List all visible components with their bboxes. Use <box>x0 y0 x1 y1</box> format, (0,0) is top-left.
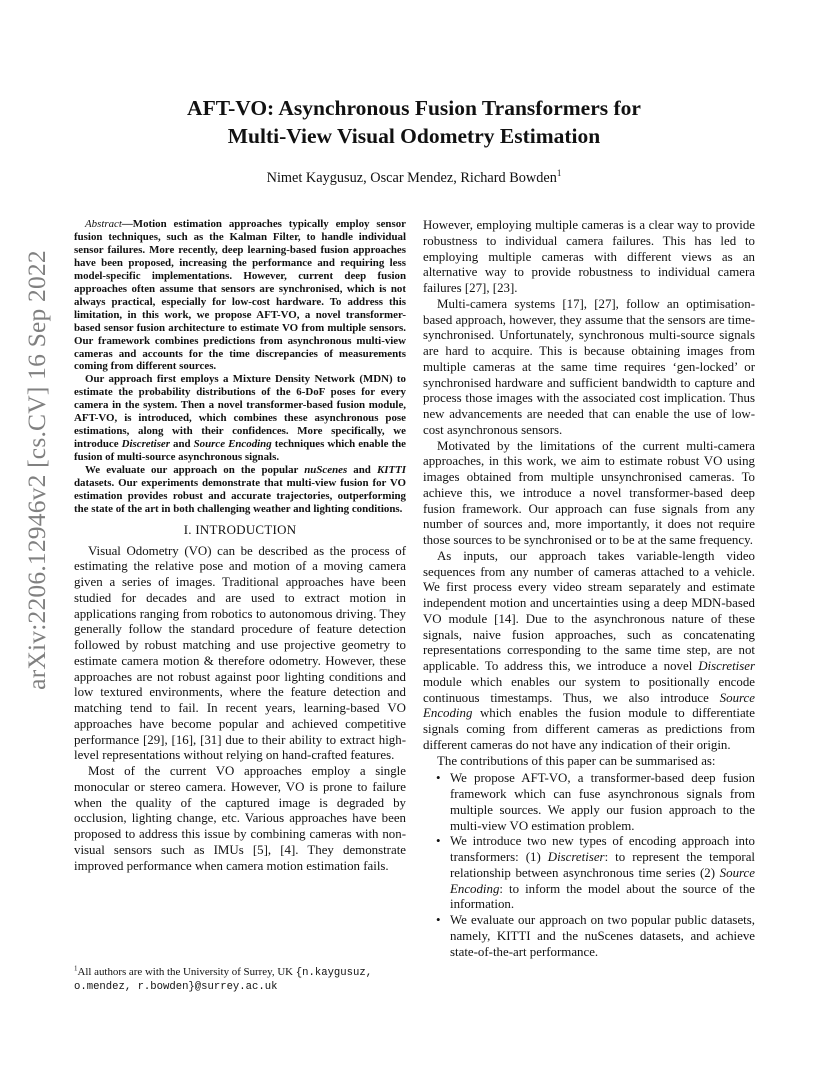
footnote <box>74 966 406 994</box>
abstract-text-1: Motion estimation approaches typically employ sensor fusion techniques, such as the Kalman Filter, to handle individual sensor failures. More recently, deep learning-based fusion approaches have been proposed, increasing the performance and requiring less model-specific implementations. However, current deep fusion approaches often assume that sensors are synchronised, which is not always practical, especially for low-cost hardware. To address this limitation, in this work, we propose AFT-VO, a novel transformer-based sensor fusion architecture to estimate VO from multiple sensors. Our framework combines predictions from asynchronous multi-view cameras and accounts for the time discrepancies of measurements coming from different sources. <box>74 218 406 373</box>
contribution-text-1: We propose AFT-VO, a transformer-based deep fusion framework which can fuse asynchronous signals from multiple sources. We apply our fusion approach to the multi-view VO estimation problem. <box>450 771 755 833</box>
abstract-text-2a: Our approach first employs a Mixture Density Network (MDN) to estimate the probability distributions of the 6-DoF poses for every camera in the system. Then a novel transformer-based fusion module, AFT-VO, is introduced, which combines these asynchronous pose estimations, along with their confidences. More specifically, we introduce <box>74 373 406 451</box>
right-paragraph-2: Multi-camera systems [17], [27], follow an optimisation-based approach, however, they assume that the sensors are time-synchronised. Unfortunately, synchronous multi-source signals are hard to acquire. This is because obtaining images from multiple cameras at the same time requires ‘gen-locked’ or synchronised hardware and sufficient bandwidth to capture and process those images with the associated cost implication. Thus new advancements are needed that can enable the use of low-cost asynchronous sensors. <box>423 296 756 437</box>
author-names: Nimet Kaygusuz, Oscar Mendez, Richard Bowden <box>266 170 557 186</box>
right-column <box>423 218 755 960</box>
abstract <box>74 218 406 516</box>
abstract-text-2b: and <box>170 438 194 451</box>
affiliation-mark: 1 <box>556 168 562 179</box>
right-em-discretiser: Discretiser <box>698 659 755 673</box>
right-text-4c: which enables the fusion module to differentiate signals coming from different cameras as predictions from different cameras do not have any indication of their origin. <box>423 706 755 752</box>
bullet-icon: • <box>436 771 441 786</box>
abstract-em-discretiser: Discretiser <box>121 438 171 451</box>
abstract-text-2c: techniques which enable the fusion of multi-source asynchronous signals. <box>74 438 407 464</box>
footnote-text: All authors are with the University of Surrey, UK <box>77 966 296 978</box>
right-text-4b: module which enables our system to positionally encode continuous timestamps. Thus, we also introduce <box>423 674 755 705</box>
right-text-4a: As inputs, our approach takes variable-length video sequences from any number of cameras attached to a vehicle. We first process every video stream separately and estimate independent motion and uncertainties using a deep MDN-based VO module [14]. Due to the asynchronous nature of these signals, naive fusion approaches, such as concatenating representations corresponding to the same time step, are not applicable. To address this, we introduce a novel <box>423 548 755 673</box>
contribution-text-3: We evaluate our approach on two popular public datasets, namely, KITTI and the nuScenes datasets, and achieve state-of-the-art performance. <box>450 913 755 959</box>
abstract-em-nuscenes: nuScenes <box>304 464 348 477</box>
title-line-2: Multi-View Visual Odometry Estimation <box>227 124 601 148</box>
contribution-item <box>423 913 755 960</box>
abstract-text-3b: and <box>347 464 377 477</box>
footnote-mark: 1 <box>74 964 78 973</box>
abstract-dash: — <box>121 218 133 230</box>
contribution-em-source-encoding: Source Encoding <box>450 865 755 896</box>
author-list <box>100 170 728 187</box>
contribution-text-2c: : to inform the model about the source of the information. <box>450 881 755 912</box>
left-column <box>74 218 406 874</box>
right-em-source-encoding: Source Encoding <box>423 690 755 721</box>
contribution-list <box>423 771 755 960</box>
contribution-text-2b: : to represent the temporal relationship between asynchronous time series (2) <box>450 850 755 880</box>
contribution-item <box>423 771 755 834</box>
section-heading-introduction: I. INTRODUCTION <box>183 522 297 537</box>
intro-paragraph-2: Most of the current VO approaches employ a single monocular or stereo camera. However, VO is prone to failure when the quality of the captured image is degraded by occlusion, lighting change, etc. Various approaches have been proposed to address this issue by combining cameras with non-visual sensors such as IMUs [5], [4]. They demonstrate improved performance when camera motion estimation fails. <box>74 764 406 873</box>
contribution-text-2a: We introduce two new types of encoding approach into transformers: (1) <box>450 834 755 864</box>
arxiv-identifier: arXiv:2206.12946v2 [cs.CV] 16 Sep 2022 <box>22 250 51 690</box>
right-paragraph-3: Motivated by the limitations of the current multi-camera approaches, in this work, we aim to estimate robust VO using images obtained from multiple unsynchronised cameras. To achieve this, we introduce a novel transformer-based deep fusion framework. Our approach can fuse signals from any number of sources and, more importantly, it does not require those sources to be synchronised or to be at the same frequency. <box>423 438 755 547</box>
contribution-item <box>423 834 755 913</box>
right-paragraph-1: However, employing multiple cameras is a clear way to provide robustness to individual camera failures. This has led to employing multiple cameras with different views as an alternative way to provide robustness to individual camera failures [27], [23]. <box>423 218 755 295</box>
intro-paragraph-1: Visual Odometry (VO) can be described as the process of estimating the relative pose and motion of a moving camera given a series of images. Traditional approaches have been studied for decades and are used to extract motion in applications ranging from robotics to autonomous driving. They generally follow the standard procedure of feature detection followed by robust matching and use projective geometry to estimate camera motion & therefore odometry. However, these approaches are not robust against poor lighting conditions and low textured environments, where the feature detection and matching tend to fail. In recent years, learning-based VO approaches have become popular and achieved competitive performance [29], [16], [31] due to their ability to extract high-level representations without relying on hand-crafted features. <box>74 543 406 763</box>
abstract-em-kitti: KITTI <box>376 464 406 477</box>
abstract-text-3c: datasets. Our experiments demonstrate that multi-view fusion for VO estimation provides robust and accurate trajectories, outperforming the state of the art in both challenging weather and lighting conditions. <box>74 477 406 515</box>
contribution-em-discretiser: Discretiser <box>547 850 605 864</box>
footnote-emails: {n.kaygusuz, o.mendez, r.bowden}@surrey.ac.uk <box>74 967 373 993</box>
paper-title <box>100 94 728 150</box>
right-paragraph-4 <box>423 549 755 754</box>
right-paragraph-5: The contributions of this paper can be summarised as: <box>437 753 716 768</box>
abstract-paragraph-1 <box>74 218 406 373</box>
title-line-1: AFT-VO: Asynchronous Fusion Transformers for <box>187 96 641 120</box>
abstract-paragraph-2 <box>74 373 406 464</box>
arxiv-sidebar <box>22 175 52 765</box>
abstract-label: Abstract <box>85 218 122 230</box>
bullet-icon: • <box>436 834 441 849</box>
abstract-text-3a: We evaluate our approach on the popular <box>85 464 305 477</box>
abstract-paragraph-3 <box>74 464 406 516</box>
bullet-icon: • <box>436 913 441 927</box>
abstract-em-source-encoding: Source Encoding <box>193 438 272 451</box>
